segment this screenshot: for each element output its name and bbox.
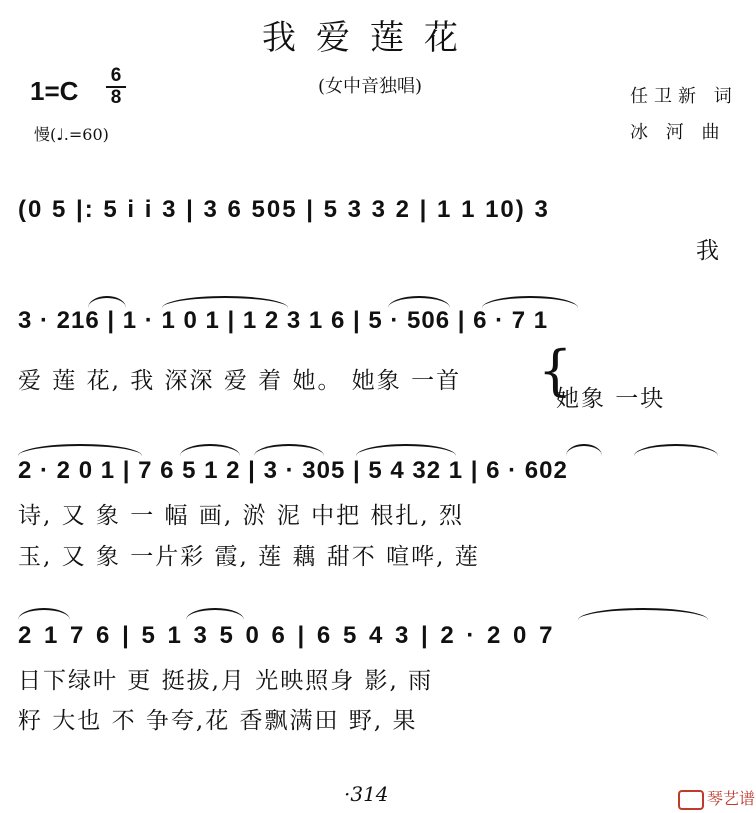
composer-credit: 冰 河 曲	[630, 122, 726, 143]
slur	[18, 608, 70, 620]
system-4-notes: 2 1 7 6 | 5 1 3 5 0 6 | 6 5 4 3 | 2 · 2 0 7	[18, 622, 556, 649]
watermark-logo	[678, 786, 755, 810]
time-sig-bottom: 8	[110, 87, 122, 108]
system-1-lyrics-verse1: 我	[696, 238, 719, 264]
song-title: 我爱莲花	[262, 18, 478, 58]
slur	[482, 296, 578, 308]
lyricist-credit: 任卫新 词	[630, 86, 738, 107]
slur	[566, 444, 602, 456]
system-3-lyrics-verse2: 玉, 又 象 一片彩 霞, 莲 藕 甜不 喧哗, 莲	[18, 544, 480, 570]
slur	[388, 296, 450, 308]
time-signature	[106, 66, 126, 108]
system-3-lyrics-verse1: 诗, 又 象 一 幅 画, 淤 泥 中把 根扎, 烈	[18, 503, 465, 529]
subtitle: (女中音独唱)	[318, 76, 423, 97]
system-1-notes: (0 5 |: 5 i i 3 | 3 6 505 | 5 3 3 2 | 1 1 10) 3	[18, 196, 550, 223]
time-sig-top: 6	[110, 65, 122, 86]
slur	[88, 296, 126, 308]
slur	[162, 296, 288, 308]
slur	[186, 608, 244, 620]
system-4-lyrics-verse2: 籽 大也 不 争夸,花 香飘满田 野, 果	[18, 708, 418, 734]
slur	[634, 444, 718, 456]
slur	[254, 444, 324, 456]
system-2-notes: 3 · 216 | 1 · 1 0 1 | 1 2 3 1 6 | 5 · 506 | 6 · 7 1	[18, 307, 549, 334]
system-4-lyrics-verse1: 日下绿叶 更 挺拔,月 光映照身 影, 雨	[18, 668, 434, 694]
slur	[180, 444, 240, 456]
slur	[356, 444, 456, 456]
tempo-marking: 慢(♩.=60)	[34, 125, 109, 144]
verse-brace: {	[538, 339, 573, 402]
system-2-lyrics-verse1: 爱 莲 花, 我 深深 爱 着 她。 她象 一首	[18, 368, 462, 394]
slur	[18, 444, 142, 456]
logo-icon	[678, 790, 704, 810]
system-2-lyrics-verse2: 她象 一块	[556, 386, 666, 412]
page-number: ·314	[344, 782, 389, 806]
system-3-notes: 2 · 2 0 1 | 7 6 5 1 2 | 3 · 305 | 5 4 32 1 | 6 · 602	[18, 457, 568, 484]
key-signature: 1=C	[30, 76, 79, 106]
watermark-text: 琴艺谱	[707, 789, 756, 808]
slur	[578, 608, 708, 620]
